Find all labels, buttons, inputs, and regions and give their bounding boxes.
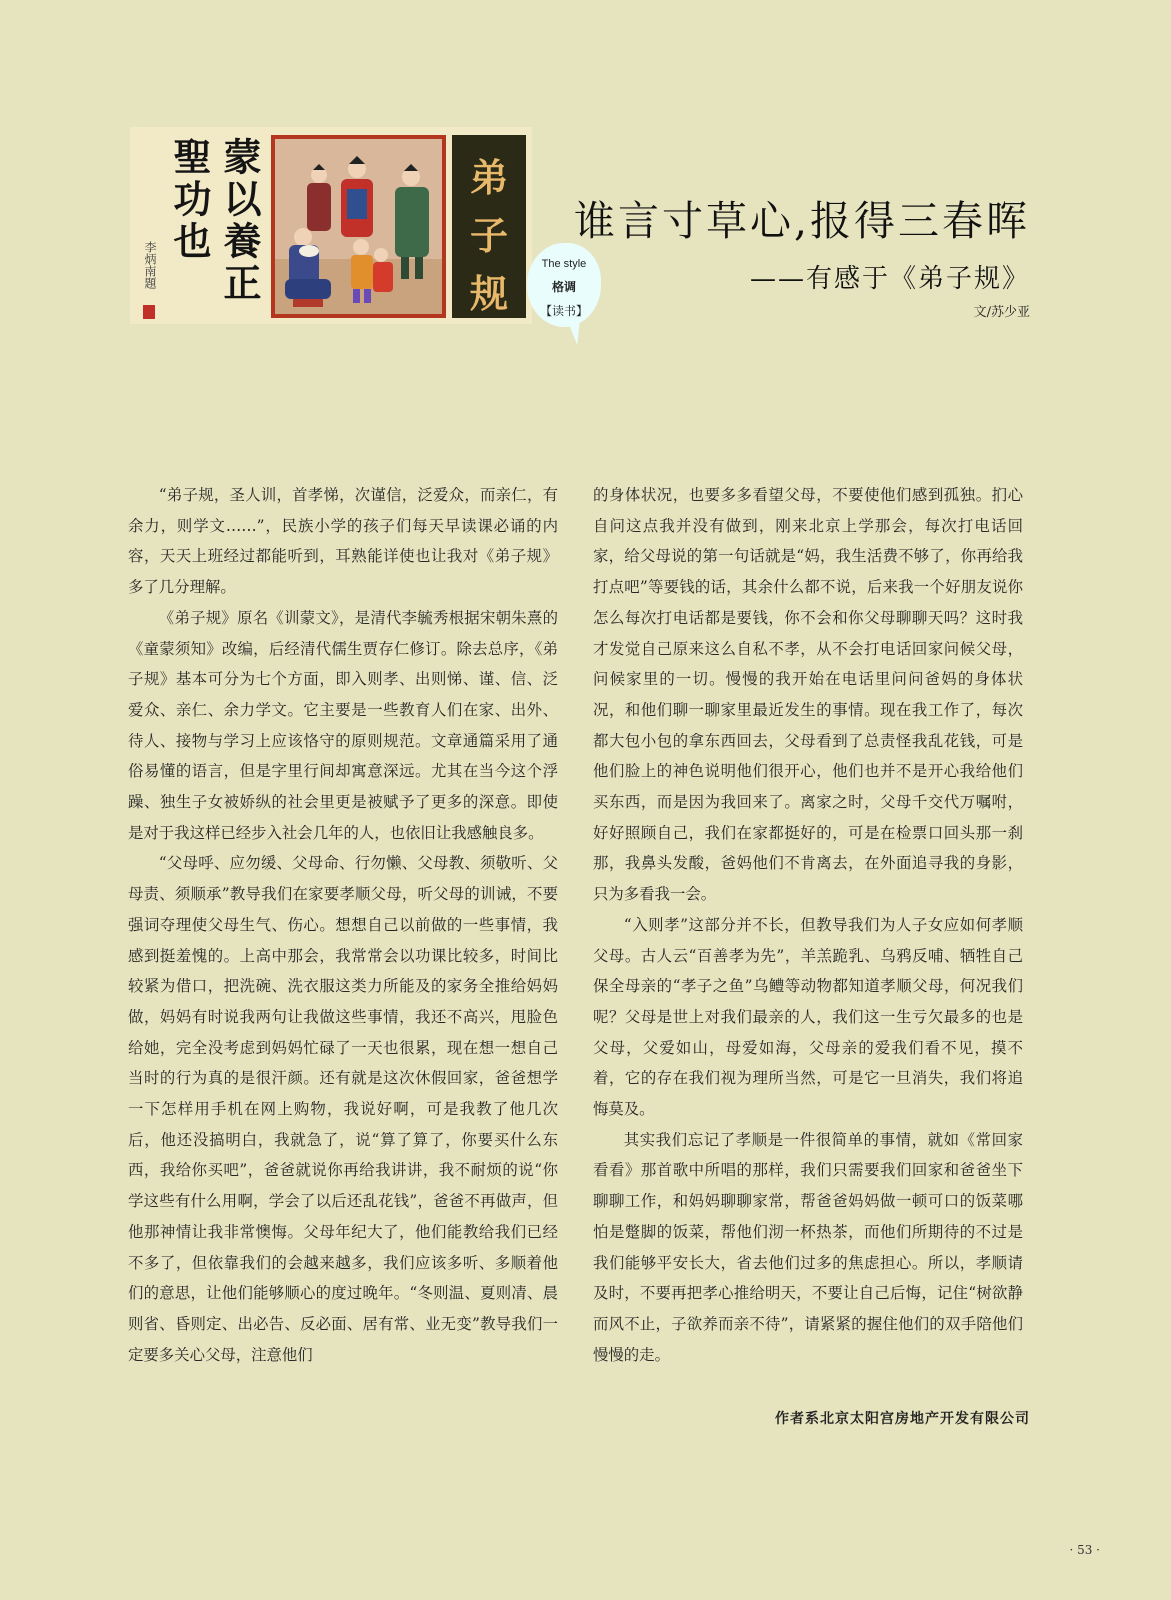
title-char-1: 弟 <box>469 156 508 200</box>
painting-illustration <box>275 139 442 314</box>
title-char-2: 子 <box>469 214 508 258</box>
calligraphy-column-2: 聖功也 <box>167 137 212 263</box>
calligraphy-panel <box>138 133 266 318</box>
paragraph: 《弟子规》原名《训蒙文》，是清代李毓秀根据宋朝朱熹的《童蒙须知》改编，后经清代儒生贾存仁修订。除去总序，《弟子规》基本可分为七个方面，即入则孝、出则悌、谨、信、泛爱众、亲仁、余力学文。它主要是一些教育人们在家、出外、待人、接物与学习上应该恪守的原则规范。文章通篇采用了通俗易懂的语言，但是字里行间却寓意深远。尤其在当今这个浮躁、独生子女被娇纵的社会里更是被赋予了更多的深意。即使是对于我这样已经步入社会几年的人，也依旧让我感触良多。 <box>128 608 558 842</box>
calligraphy-column-1: 蒙以養正 <box>217 137 262 305</box>
column-english-label: The style <box>541 258 587 270</box>
paragraph: 其实我们忘记了孝顺是一件很简单的事情，就如《常回家看看》那首歌中所唱的那样，我们只需要我们回家和爸爸坐下聊聊工作，和妈妈聊聊家常，帮爸爸妈妈做一顿可口的饭菜哪怕是蹩脚的饭菜，帮他们沏一杯热茶，而他们所期待的不过是我们能够平安长大，省去他们过多的焦虑担心。所以，孝顺请及时，不要再把孝心推给明天，不要让自己后悔，记住“树欲静而风不止，子欲养而亲不待”，请紧紧的握住他们的双手陪他们慢慢的走。 <box>593 1130 1023 1364</box>
author-affiliation: 作者系北京太阳宫房地产开发有限公司 <box>775 1411 1030 1427</box>
article-title: 谁言寸草心,报得三春晖 <box>573 197 1030 245</box>
paragraph: 的身体状况，也要多多看望父母，不要使他们感到孤独。扪心自问这点我并没有做到，刚来北京上学那会，每次打电话回家，给父母说的第一句话就是“妈，我生活费不够了，你再给我打点吧”等要钱的话，其余什么都不说，后来我一个好朋友说你怎么每次打电话都是要钱，你不会和你父母聊聊天吗？这时我才发觉自己原来这么自私不孝，从不会打电话回家问候父母，问候家里的一切。慢慢的我开始在电话里问问爸妈的身体状况，和他们聊一聊家里最近发生的事情。现在我工作了，每次都大包小包的拿东西回去，父母看到了总责怪我乱花钱，可是他们脸上的神色说明他们很开心，他们也并不是开心我给他们买东西，而是因为我回来了。离家之时，父母千交代万嘱咐，好好照顾自己，我们在家都挺好的，可是在检票口回头那一刹那，我鼻头发酸，爸妈他们不肯离去，在外面追寻我的身影，只为多看我一会。 <box>593 486 1023 904</box>
calligraphy-signature: 李炳南題 <box>143 241 157 289</box>
column-name-label: 格调 <box>551 280 576 294</box>
dizigui-title-box <box>452 135 526 318</box>
paragraph: “父母呼、应勿缓、父母命、行勿懒、父母教、须敬听、父母责、须顺承”教导我们在家要孝顺父母，听父母的训诫，不要强词夺理使父母生气、伤心。想想自己以前做的一些事情，我感到挺羞愧的。上高中那会，我常常会以功课比较多，时间比较紧为借口，把洗碗、洗衣服这类力所能及的家务全推给妈妈做，妈妈有时说我两句让我做这些事情，我还不高兴，甩脸色给她，完全没考虑到妈妈忙碌了一天也很累，现在想一想自己当时的行为真的是很汗颜。还有就是这次休假回家，爸爸想学一下怎样用手机在网上购物，我说好啊，可是我教了他几次后，他还没搞明白，我就急了，说“算了算了，你要买什么东西，我给你买吧”，爸爸就说你再给我讲讲，我不耐烦的说“你学这些有什么用啊，学会了以后还乱花钱”，爸爸不再做声，但他那神情让我非常懊悔。父母年纪大了，他们能教给我们已经不多了，但依靠我们的会越来越多，我们应该多听、多顺着他们的意思，让他们能够顺心的度过晚年。“冬则温、夏则凊、晨则省、昏则定、出必告、反必面、居有常、业无变”教导我们一定要多关心父母，注意他们 <box>128 854 558 1364</box>
title-char-3: 规 <box>469 272 508 316</box>
traditional-painting-image <box>271 135 446 318</box>
page-number: · 53 · <box>1069 1543 1100 1557</box>
body-column-left <box>128 480 558 1370</box>
header-banner <box>130 127 532 324</box>
body-column-right <box>593 480 1023 1370</box>
paragraph: “入则孝”这部分并不长，但教导我们为人子女应如何孝顺父母。古人云“百善孝为先”，羊羔跪乳、乌鸦反哺、牺牲自己保全母亲的“孝子之鱼”乌鳢等动物都知道孝顺父母，何况我们呢？父母是世上对我们最亲的人，我们这一生亏欠最多的也是父母，父爱如山，母爱如海，父母亲的爱我们看不见，摸不着，它的存在我们视为理所当然，可是它一旦消失，我们将追悔莫及。 <box>593 915 1023 1119</box>
article-author: 文/苏少亚 <box>973 305 1030 320</box>
article-subtitle: ——有感于《弟子规》 <box>749 264 1030 294</box>
column-tag-bubble <box>527 243 601 331</box>
paragraph: “弟子规，圣人训，首孝悌，次谨信，泛爱众，而亲仁，有余力，则学文……”，民族小学的孩子们每天早读课必诵的内容，天天上班经过都能听到，耳熟能详使也让我对《弟子规》多了几分理解。 <box>128 486 558 597</box>
red-seal-stamp <box>143 305 155 319</box>
section-label: 【读书】 <box>539 304 588 318</box>
